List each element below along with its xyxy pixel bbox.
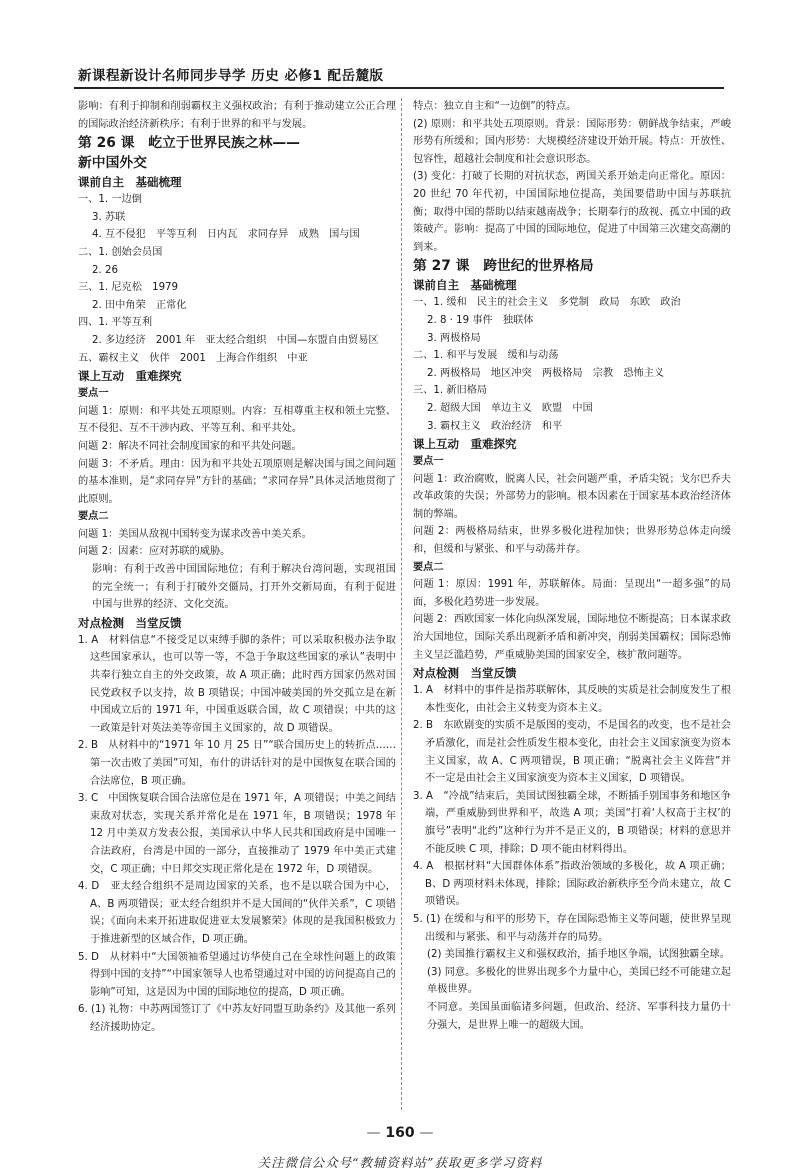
right-column (413, 98, 731, 1034)
book-header-title: 新课程新设计名师同步导学 历史 必修1 配岳麓版 (78, 68, 384, 84)
key-point-label: 要点二 (78, 511, 109, 523)
paragraph: 问题 2：因素：应对苏联的威胁。 (78, 546, 231, 558)
page-number-value: 160 (385, 1125, 415, 1141)
indented-line: 影响：有利于改善中国国际地位；有利于解决台湾问题，实现祖国的完全统一；有利于打破外交僵局，打开外交新局面，有利于促进中国与世界的经济、文化交流。 (92, 564, 396, 611)
paragraph: 二、1. 和平与发展 缓和与动荡 (413, 350, 559, 362)
paragraph: 问题 2：两极格局结束，世界多极化进程加快；世界形势总体走向缓和，但缓和与紧张、和平与动荡并存。 (413, 526, 731, 556)
paragraph: 二、1. 创始会员国 (78, 246, 163, 258)
indented-line: 2. 田中角荣 正常化 (92, 299, 187, 311)
indented-line: (2) 美国推行霸权主义和强权政治，插手地区争端，试图独霸全球。 (427, 949, 730, 961)
answer-item: 3. A “冷战”结束后，美国试图独霸全球，不断插手别国事务和地区争端，严重威胁到世界和平，故选 A 项；美国“打着‘人权高于主权’的旗号”表明“北约”这种行为并不是正义的，B 项错误；材料的意思并不能反映 C 项，排除；D 项不能由材料得出。 (413, 790, 731, 855)
key-point-label: 要点一 (78, 388, 109, 400)
answer-item: 1. A 材料中的事件是指苏联解体，其反映的实质是社会制度发生了根本性变化，由社会主义转变为资本主义。 (413, 685, 731, 714)
paragraph: 问题 1：美国从敌视中国转变为谋求改善中美关系。 (78, 528, 312, 540)
indented-line: 2. 多边经济 2001 年 亚太经合组织 中国—东盟自由贸易区 (92, 334, 379, 346)
key-point-label: 要点二 (413, 561, 444, 573)
indented-line: 不同意。美国虽面临诸多问题，但政治、经济、军事科技力量仍十分强大，是世界上唯一的超级大国。 (427, 1001, 731, 1031)
indented-line: 3. 苏联 (92, 211, 126, 223)
section-heading: 课上互动 重难探究 (413, 437, 517, 452)
page-number-dash-left: — (366, 1125, 381, 1141)
paragraph: 问题 3：不矛盾。理由：因为和平共处五项原则是解决国与国之间问题的基本准则，是“求同存异”方针的基础；“求同存异”具体灵活地贯彻了此原则。 (78, 458, 396, 505)
paragraph: 影响：有利于抑制和削弱霸权主义强权政治；有利于推动建立公正合理的国际政治经济新秩序；有利于世界的和平与发展。 (78, 101, 396, 130)
indented-line: 2. 两极格局 地区冲突 两极格局 宗教 恐怖主义 (427, 367, 665, 379)
indented-line: (3) 同意。多极化的世界出现多个力量中心，美国已经不可能建立起单极世界。 (427, 966, 731, 996)
paragraph: 特点：独立自主和“一边倒”的特点。 (413, 101, 577, 112)
paragraph: 一、1. 一边倒 (78, 194, 142, 206)
answer-item: 3. C 中国恢复联合国合法席位是在 1971 年，A 项错误；中美之间结束敌对状态，实现关系并常化是在 1971 年，B 项错误；1978 年 12 月中美双方发表公报，美国承认中华人民共和国政府是中国唯一合法政府，台湾是中国的一部分，直接推动了 1979 年中美正式建交，C 项正确；中日邦交实现正常化是在 1972 年，D 项错误。 (78, 793, 396, 875)
answer-item: 2. B 从材料中的“1971 年 10 月 25 日”“联合国历史上的转折点……第一次击败了美国”可知，布什的讲话针对的是中国恢复在联合国的合法席位，B 项正确。 (78, 740, 396, 787)
indented-line: 3. 霸权主义 政治经济 和平 (427, 420, 563, 432)
answer-item: 2. B 东欧剧变的实质不是版图的变动，不是国名的改变，也不是社会矛盾激化，而是社会性质发生根本变化，由社会主义国家演变为资本主义国家，故 A、C 两项错误，B 项正确；“脱离社会主义阵营”并不一定是由社会主义国家演变为资本主义国家，D 项错误。 (413, 720, 731, 785)
paragraph: 五、霸权主义 伙伴 2001 上海合作组织 中亚 (78, 352, 308, 364)
column-divider (401, 98, 402, 1110)
lesson-title: 第 27 课 跨世纪的世界格局 (413, 258, 594, 275)
indented-line: 4. 互不侵犯 平等互利 日内瓦 求同存异 成熟 国与国 (92, 229, 360, 241)
answer-item: 5. D 从材料中“大国领袖希望通过访华使自己在全球性问题上的政策得到中国的支持”“中国家领导人也希望通过对中国的访问提高自己的影响”可知，这是因为中国的国际地位的提高，D 项正确。 (78, 951, 396, 998)
paragraph: 问题 1：原因：1991 年，苏联解体。局面：呈现出“一超多强”的局面，多极化趋势进一步发展。 (413, 579, 731, 608)
paragraph: (2) 原则：和平共处五项原则。背景：国际形势：朝鲜战争结束，严峻形势有所缓和；国内形势：大规模经济建设开始开展。特点：开放性、包容性，超越社会制度和社会意识形态。 (413, 118, 731, 165)
answer-item: 1. A 材料信息“不接受足以束缚手脚的条件；可以采取积极办法争取这些国家承认，也可以等一等，不急于争取这些国家的承认”表明中共奉行独立自主的外交政策，故 A 项正确；此时西方国家仍然对国民党政权予以支持，故 B 项错误；中国冲破美国的外交孤立是在新中国成立后的 1971 年，中国重返联合国，故 C 项错误；中共的这一政策是针对英法美等帝国主义国家的，故 D 项错误。 (78, 634, 396, 734)
paragraph: 三、1. 尼克松 1979 (78, 282, 179, 294)
paragraph: 问题 1：原则：和平共处五项原则。内容：互相尊重主权和领土完整、互不侵犯、互不干涉内政、平等互利、和平共处。 (78, 405, 396, 435)
paragraph: 问题 1：政治腐败，脱离人民，社会问题严重，矛盾尖锐；戈尔巴乔夫改革政策的失误；外部势力的影响。根本因素在于国家基本政治经济体制的弊端。 (413, 473, 731, 520)
key-point-label: 要点一 (413, 456, 444, 468)
answer-item: 4. A 根据材料“大国群体体系”指政治领域的多极化，故 A 项正确；B、D 两项材料未体现，排除；国际政治新秩序至今尚未建立，故 C 项错误。 (413, 861, 731, 908)
page-number-dash-right: — (419, 1125, 434, 1141)
answer-item: 4. D 亚太经合组织不是周边国家的关系，也不是以联合国为中心，A、B 两项错误；亚太经合组织并不是大国间的“伙伴关系”，C 项错误；《面向未来开拓进取促进亚太发展繁荣》体现的是我国积极致力于推进新型的区域合作，D 项正确。 (78, 881, 396, 945)
section-heading: 课前自主 基础梳理 (413, 278, 517, 293)
answer-item: 5. (1) 在缓和与和平的形势下，存在国际恐怖主义等问题，使世界呈现出缓和与紧张、和平与动荡并存的局势。 (413, 913, 731, 943)
section-heading: 对点检测 当堂反馈 (413, 666, 517, 681)
indented-line: 3. 两极格局 (427, 332, 481, 344)
paragraph: (3) 变化：打破了长期的对抗状态，两国关系开始走向正常化。原因：20 世纪 70 年代初，中国国际地位提高，美国要借助中国与苏联抗衡；取得中国的帮助以结束越南战争；长期奉行的敌视、孤立中国的政策破产。影响：提高了中国的国际地位，促进了中国第三次建交高潮的到来。 (413, 171, 731, 253)
page-number (0, 1125, 800, 1141)
lesson-subtitle: 新中国外交 (78, 155, 147, 172)
paragraph: 问题 2：解决不同社会制度国家的和平共处问题。 (78, 440, 302, 452)
section-heading: 课上互动 重难探究 (78, 369, 182, 384)
paragraph: 一、1. 缓和 民主的社会主义 多党制 政局 东欧 政治 (413, 297, 681, 309)
paragraph: 三、1. 新旧格局 (413, 385, 488, 397)
section-heading: 课前自主 基础梳理 (78, 175, 182, 190)
left-column (78, 98, 396, 1037)
footer-note: 关注微信公众号“教辅资料站”获取更多学习资料 (257, 1155, 543, 1170)
indented-line: 2. 8 · 19 事件 独联体 (427, 314, 534, 326)
section-heading: 对点检测 当堂反馈 (78, 615, 182, 630)
answer-item: 6. (1) 礼物：中苏两国签订了《中苏友好同盟互助条约》及其他一系列经济援助协定。 (78, 1004, 396, 1033)
paragraph: 问题 2：西欧国家一体化向纵深发展，国际地位不断提高；日本谋求政治大国地位，国际关系出现新矛盾和新冲突，削弱美国霸权；国际恐怖主义呈泛滥趋势，严重威胁美国的国家安全，核扩散问题等。 (413, 614, 731, 661)
header-divider (74, 87, 724, 89)
lesson-title: 第 26 课 屹立于世界民族之林—— (78, 135, 300, 152)
indented-line: 2. 26 (92, 264, 118, 276)
indented-line: 2. 超级大国 单边主义 欧盟 中国 (427, 402, 593, 414)
paragraph: 四、1. 平等互利 (78, 317, 153, 329)
